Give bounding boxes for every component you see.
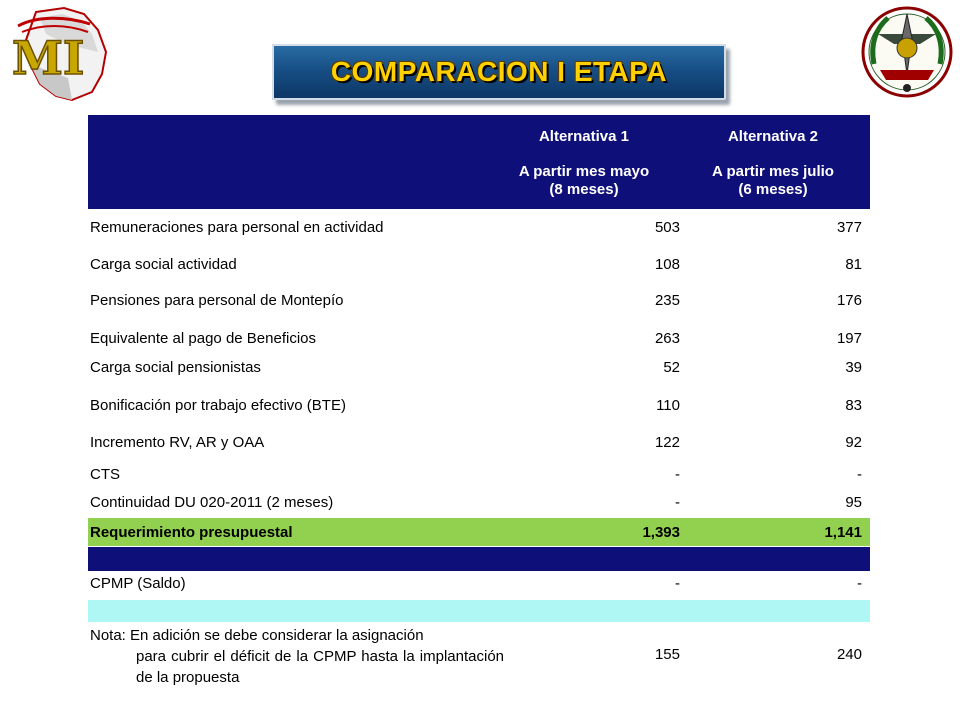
row-value-alt1: 263	[654, 330, 680, 347]
highlight-band	[88, 600, 870, 622]
row-value-alt2: 92	[845, 434, 862, 451]
table-header	[88, 115, 870, 209]
row-label: Bonificación por trabajo efectivo (BTE)	[90, 397, 346, 414]
note-value-alt1: 155	[654, 646, 680, 663]
table-row	[88, 491, 870, 515]
row-value-alt2: 81	[845, 256, 862, 273]
row-label: Carga social pensionistas	[90, 359, 261, 376]
row-value-alt1: 52	[663, 359, 680, 376]
cpmp-label: CPMP (Saldo)	[90, 575, 186, 592]
table-row	[88, 356, 870, 380]
alt2-sub-line1: A partir mes julio	[712, 163, 834, 180]
alt1-title: Alternativa 1	[538, 128, 630, 145]
row-label: Carga social actividad	[90, 256, 237, 273]
row-value-alt1: 122	[654, 434, 680, 451]
row-value-alt1: -	[675, 466, 680, 483]
total-value-alt2: 1,141	[824, 524, 862, 541]
row-label: Remuneraciones para personal en actividad	[90, 219, 384, 236]
alt2-sub-line2: (6 meses)	[738, 181, 808, 198]
row-value-alt1: -	[675, 494, 680, 511]
header-alternative-2	[678, 115, 868, 209]
note-line1: Nota: En adición se debe considerar la asignación	[90, 627, 424, 644]
table-row	[88, 327, 870, 351]
total-value-alt1: 1,393	[642, 524, 680, 541]
table-row	[88, 253, 870, 277]
row-value-alt1: 110	[656, 397, 680, 414]
note-text	[90, 625, 504, 688]
row-label: Pensiones para personal de Montepío	[90, 292, 344, 309]
row-value-alt2: 83	[845, 397, 862, 414]
comparison-table	[88, 115, 870, 686]
total-row	[88, 518, 870, 546]
table-row	[88, 463, 870, 487]
total-label: Requerimiento presupuestal	[90, 524, 293, 541]
army-emblem	[858, 4, 956, 100]
row-value-alt2: 95	[845, 494, 862, 511]
cpmp-value-alt1: -	[675, 575, 680, 592]
table-row	[88, 431, 870, 455]
table-row	[88, 216, 870, 240]
row-value-alt2: 39	[845, 359, 862, 376]
row-label: Continuidad DU 020-2011 (2 meses)	[90, 494, 334, 511]
cpmp-row	[88, 572, 870, 596]
alt2-title: Alternativa 2	[727, 128, 819, 145]
row-label: Incremento RV, AR y OAA	[90, 434, 265, 451]
title-banner	[272, 44, 726, 100]
alt1-sub-line2: (8 meses)	[549, 181, 619, 198]
row-label: CTS	[90, 466, 120, 483]
ministry-logo	[6, 4, 110, 104]
table-row	[88, 394, 870, 418]
row-value-alt2: -	[857, 466, 862, 483]
header-alternative-1	[489, 115, 679, 209]
note-value-alt2: 240	[836, 646, 862, 663]
row-value-alt1: 108	[654, 256, 680, 273]
separator-band	[88, 547, 870, 571]
row-label: Equivalente al pago de Beneficios	[90, 330, 316, 347]
page-title: COMPARACION I ETAPA	[330, 56, 668, 87]
alt1-subtitle	[489, 163, 679, 199]
cpmp-value-alt2: -	[857, 575, 862, 592]
alt2-subtitle	[678, 163, 868, 199]
row-value-alt1: 235	[654, 292, 680, 309]
note-continuation: para cubrir el déficit de la CPMP hasta la implantación de la propuesta	[136, 648, 504, 686]
logo-letters: MI	[12, 31, 85, 85]
row-value-alt1: 503	[654, 219, 680, 236]
table-row	[88, 289, 870, 313]
row-value-alt2: 197	[836, 330, 862, 347]
row-value-alt2: 176	[836, 292, 862, 309]
alt1-sub-line1: A partir mes mayo	[518, 163, 650, 180]
row-value-alt2: 377	[836, 219, 862, 236]
